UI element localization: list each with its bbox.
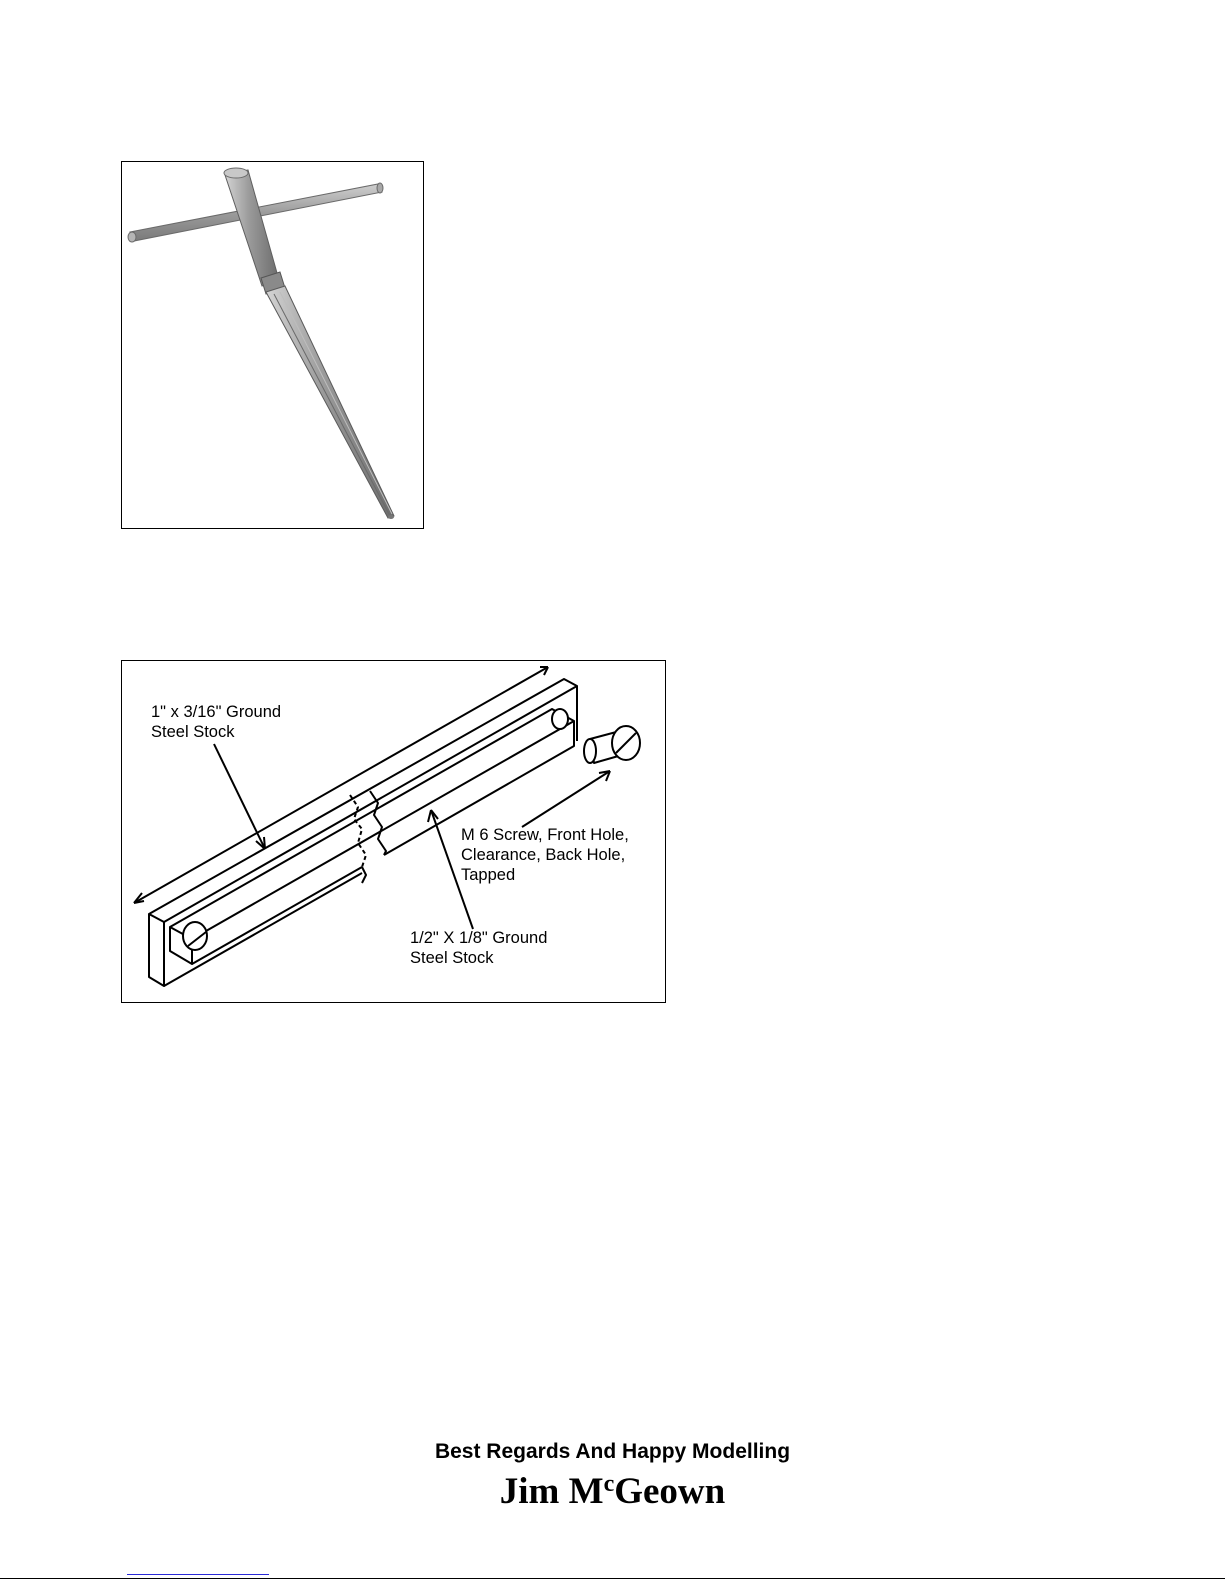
closing-greeting: Best Regards And Happy Modelling — [434, 1440, 791, 1463]
jig-drawing-frame — [121, 660, 666, 1003]
taper-reamer-icon — [122, 162, 423, 528]
signature-superscript: c — [603, 1471, 615, 1497]
reamer-photo-frame — [121, 161, 424, 529]
stock-b-label: 1/2" X 1/8" Ground Steel Stock — [410, 929, 548, 967]
footer-rule — [0, 1578, 1225, 1579]
author-signature — [0, 1470, 1225, 1513]
signature-suffix: Geown — [614, 1471, 726, 1512]
signature-prefix: Jim M — [499, 1471, 604, 1512]
screw-label: M 6 Screw, Front Hole, Clearance, Back Hole, Tapped — [461, 826, 629, 884]
footer-link-underline[interactable] — [127, 1574, 269, 1575]
stock-a-label: 1" x 3/16" Ground Steel Stock — [151, 703, 282, 741]
